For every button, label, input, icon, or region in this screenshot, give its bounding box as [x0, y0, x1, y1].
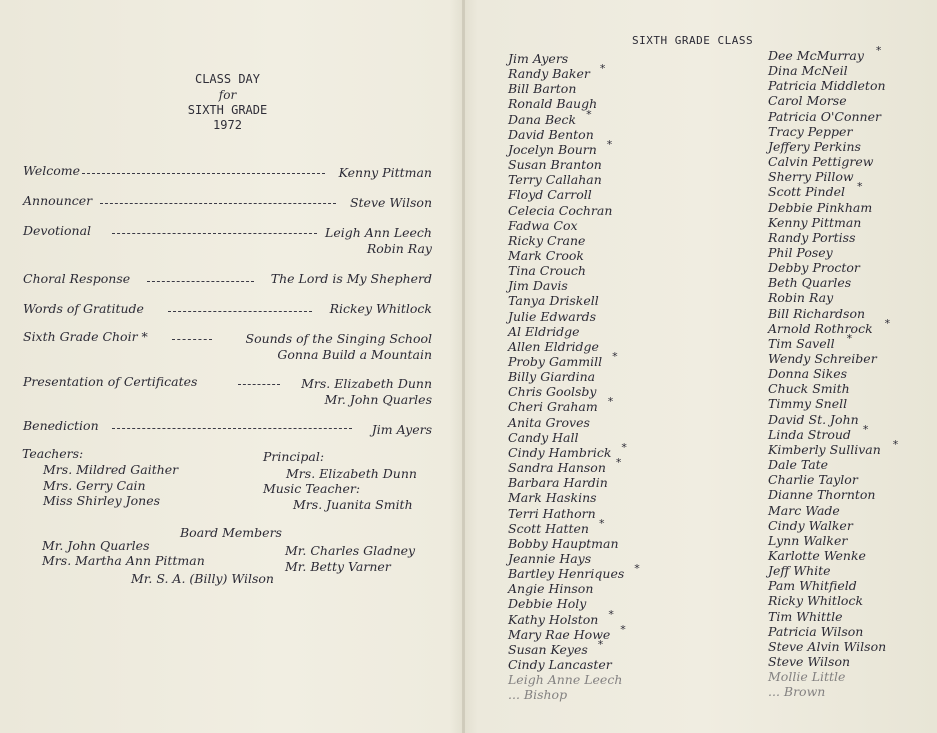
class-member-name: Cheri Graham	[508, 399, 598, 415]
class-member-name: Jim Ayers	[508, 51, 569, 66]
class-member-name: Wendy Schreiber	[768, 351, 877, 366]
dash-leader	[100, 203, 336, 204]
board-member: Mr. Charles Gladney	[285, 543, 416, 558]
program-name: Steve Wilson	[349, 195, 432, 210]
choir-star-icon: *	[846, 331, 853, 345]
class-member-name: Charlie Taylor	[768, 472, 858, 488]
class-member-name: Chris Goolsby	[508, 384, 597, 400]
class-member-name: Steve Alvin Wilson	[768, 638, 887, 654]
class-member-name: Phil Posey	[768, 244, 833, 260]
class-member-name: Sherry Pillow	[768, 169, 854, 185]
choir-star-icon: *	[884, 316, 891, 330]
class-member-name: Celecia Cochran	[508, 202, 613, 218]
class-member-name: Dale Tate	[768, 457, 829, 473]
class-member-name: Tracy Pepper	[768, 123, 853, 139]
class-member-name: Jocelyn Bourn	[508, 141, 597, 157]
board-heading: Board Members	[180, 525, 282, 540]
board-member: Mr. Betty Varner	[285, 559, 391, 574]
class-member-name: Mary Rae Howe	[508, 626, 611, 642]
class-heading: SIXTH GRADE CLASS	[632, 34, 754, 47]
class-member-name: Pam Whitfield	[768, 578, 857, 594]
program-name: Mr. John Quarles	[324, 392, 432, 407]
class-member-name: Scott Pindel	[768, 184, 845, 200]
class-member-name: Patricia Middleton	[768, 78, 886, 94]
class-member-name: Kimberly Sullivan	[768, 441, 881, 457]
class-member-name: Tanya Driskell	[508, 293, 599, 309]
class-member-name: Donna Sikes	[768, 366, 848, 382]
class-member-name: David Benton	[508, 126, 594, 142]
title-line-4: 1972	[213, 118, 242, 132]
class-member-name: Karlotte Wenke	[768, 547, 866, 563]
title-line-2: for	[218, 88, 237, 102]
class-member-name: Susan Keyes	[508, 641, 588, 657]
title-line-1: CLASS DAY	[194, 72, 261, 86]
class-member-name: Patricia O'Conner	[768, 108, 881, 124]
class-member-name: David St. John	[768, 411, 859, 427]
class-member-name: Randy Portiss	[768, 229, 856, 245]
class-member-name: Jeannie Hays	[508, 550, 592, 566]
class-member-name: Billy Giardina	[508, 369, 596, 385]
teacher-name: Mrs. Gerry Cain	[43, 478, 146, 493]
class-member-name: Calvin Pettigrew	[768, 154, 874, 170]
teacher-name: Miss Shirley Jones	[43, 493, 161, 508]
class-member-name: Angie Hinson	[508, 581, 594, 597]
dash-leader	[147, 281, 254, 282]
program-name: Sounds of the Singing School	[245, 331, 432, 346]
class-member-name: Bill Richardson	[768, 305, 866, 321]
class-member-name: Scott Hatten	[508, 520, 589, 536]
class-member-name: Terri Hathorn	[508, 505, 596, 521]
choir-star-icon: *	[586, 107, 592, 121]
dash-leader	[238, 384, 280, 385]
music-teacher-name: Mrs. Juanita Smith	[293, 497, 413, 512]
class-member-name: Kathy Holston	[508, 611, 599, 627]
choir-star-icon: *	[621, 440, 627, 454]
class-member-name: Carol Morse	[768, 93, 847, 109]
board-member: Mrs. Martha Ann Pittman	[42, 553, 205, 568]
class-member-name: Lynn Walker	[768, 532, 848, 548]
class-member-name: Tina Crouch	[508, 263, 586, 279]
class-member-name: Jeffery Perkins	[768, 138, 861, 154]
class-member-name: Floyd Carroll	[508, 187, 592, 203]
program-label: Devotional	[23, 223, 92, 238]
class-member-name: Terry Callahan	[508, 172, 602, 188]
choir-star-icon: *	[599, 62, 606, 76]
class-member-name: Patricia Wilson	[768, 623, 864, 639]
class-member-name: Debby Proctor	[768, 260, 860, 276]
page-fold	[462, 0, 465, 733]
class-member-name: Marc Wade	[768, 502, 840, 518]
class-member-name: Julie Edwards	[508, 308, 597, 324]
dash-leader	[172, 339, 212, 340]
class-member-name: Beth Quarles	[768, 275, 852, 291]
program-name: Robin Ray	[366, 241, 432, 256]
class-member-name: Ricky Crane	[508, 232, 586, 248]
teacher-name: Mrs. Mildred Gaither	[43, 462, 179, 477]
program-label: Announcer	[23, 193, 93, 208]
choir-star-icon: *	[607, 395, 614, 409]
choir-star-icon: *	[615, 456, 622, 470]
choir-star-icon: *	[634, 562, 640, 576]
program-name: Gonna Build a Mountain	[277, 347, 432, 362]
class-member-name: Debbie Holy	[508, 596, 587, 612]
choir-star-icon: *	[892, 437, 899, 451]
class-member-name: ... Brown	[768, 684, 826, 700]
choir-star-icon: *	[862, 422, 869, 436]
choir-star-icon: *	[620, 622, 626, 636]
class-member-name: Cindy Hambrick	[508, 444, 612, 460]
dash-leader	[112, 233, 317, 234]
program-label: Choral Response	[23, 271, 131, 286]
class-member-name: Ronald Baugh	[508, 96, 598, 112]
class-member-name: Dianne Thornton	[768, 487, 876, 503]
music-teacher-label: Music Teacher:	[263, 481, 361, 496]
class-member-name: Mark Haskins	[508, 490, 597, 506]
dash-leader	[82, 173, 325, 174]
class-member-name: Barbara Hardin	[508, 475, 608, 491]
choir-star-icon: *	[606, 137, 613, 151]
class-member-name: Cindy Walker	[768, 517, 853, 533]
class-member-name: Leigh Anne Leech	[508, 672, 623, 688]
class-member-name: Jeff White	[768, 563, 831, 579]
class-member-name: Dana Beck	[508, 111, 577, 127]
class-member-name: Sandra Hanson	[508, 460, 606, 476]
class-member-name: Bill Barton	[508, 81, 577, 97]
class-member-name: Proby Gammill	[508, 354, 603, 369]
choir-star-icon: *	[597, 637, 604, 651]
program-label: Sixth Grade Choir *	[23, 329, 148, 344]
class-member-name: Kenny Pittman	[768, 214, 862, 230]
choir-star-icon: *	[598, 516, 605, 530]
class-member-name: Jim Davis	[508, 278, 568, 294]
class-member-name: ... Bishop	[508, 687, 568, 703]
program-name: Jim Ayers	[371, 422, 432, 437]
program-name: Rickey Whitlock	[329, 301, 432, 316]
choir-star-icon: *	[612, 350, 618, 363]
class-member-name: Mollie Little	[768, 669, 846, 685]
class-member-name: Dee McMurray	[768, 48, 864, 63]
choir-star-icon: *	[608, 607, 614, 621]
class-member-name: Susan Branton	[508, 157, 602, 173]
program-name: The Lord is My Shepherd	[270, 271, 432, 286]
class-member-name: Timmy Snell	[768, 396, 848, 412]
class-member-name: Mark Crook	[508, 247, 584, 263]
dash-leader	[112, 428, 352, 429]
principal-name: Mrs. Elizabeth Dunn	[286, 466, 417, 481]
program-name: Mrs. Elizabeth Dunn	[301, 376, 432, 391]
class-member-name: Linda Stroud	[768, 426, 851, 442]
principal-label: Principal:	[263, 449, 325, 464]
class-member-name: Ricky Whitlock	[768, 593, 864, 609]
class-member-name: Chuck Smith	[768, 381, 850, 397]
program-label: Presentation of Certificates	[23, 374, 198, 389]
class-member-name: Bobby Hauptman	[508, 535, 619, 551]
class-member-name: Anita Groves	[508, 414, 590, 430]
class-member-name: Arnold Rothrock	[768, 320, 873, 336]
program-label: Words of Gratitude	[23, 301, 144, 316]
title-line-3: SIXTH GRADE	[187, 103, 268, 117]
class-member-name: Dina McNeil	[768, 63, 848, 79]
dash-leader	[168, 311, 312, 312]
class-member-name: Candy Hall	[508, 429, 579, 445]
class-member-name: Al Eldridge	[508, 323, 580, 339]
class-member-name: Fadwa Cox	[508, 217, 578, 233]
teachers-label: Teachers:	[22, 446, 84, 461]
board-member: Mr. John Quarles	[42, 538, 150, 553]
class-member-name: Cindy Lancaster	[508, 657, 612, 672]
program-label: Welcome	[23, 163, 81, 178]
class-member-name: Debbie Pinkham	[768, 199, 873, 215]
board-member: Mr. S. A. (Billy) Wilson	[131, 571, 274, 586]
program-name: Kenny Pittman	[338, 165, 432, 180]
class-member-name: Bartley Henriques	[508, 566, 625, 582]
class-member-name: Randy Baker	[508, 66, 590, 82]
class-member-name: Robin Ray	[768, 290, 834, 306]
choir-star-icon: *	[856, 180, 863, 194]
choir-star-icon: *	[875, 44, 882, 57]
program-name: Leigh Ann Leech	[325, 225, 432, 240]
class-member-name: Tim Whittle	[768, 608, 843, 624]
class-member-name: Tim Savell	[768, 335, 835, 351]
program-label: Benediction	[23, 418, 99, 433]
class-member-name: Steve Wilson	[768, 654, 851, 669]
class-member-name: Allen Eldridge	[508, 338, 599, 354]
